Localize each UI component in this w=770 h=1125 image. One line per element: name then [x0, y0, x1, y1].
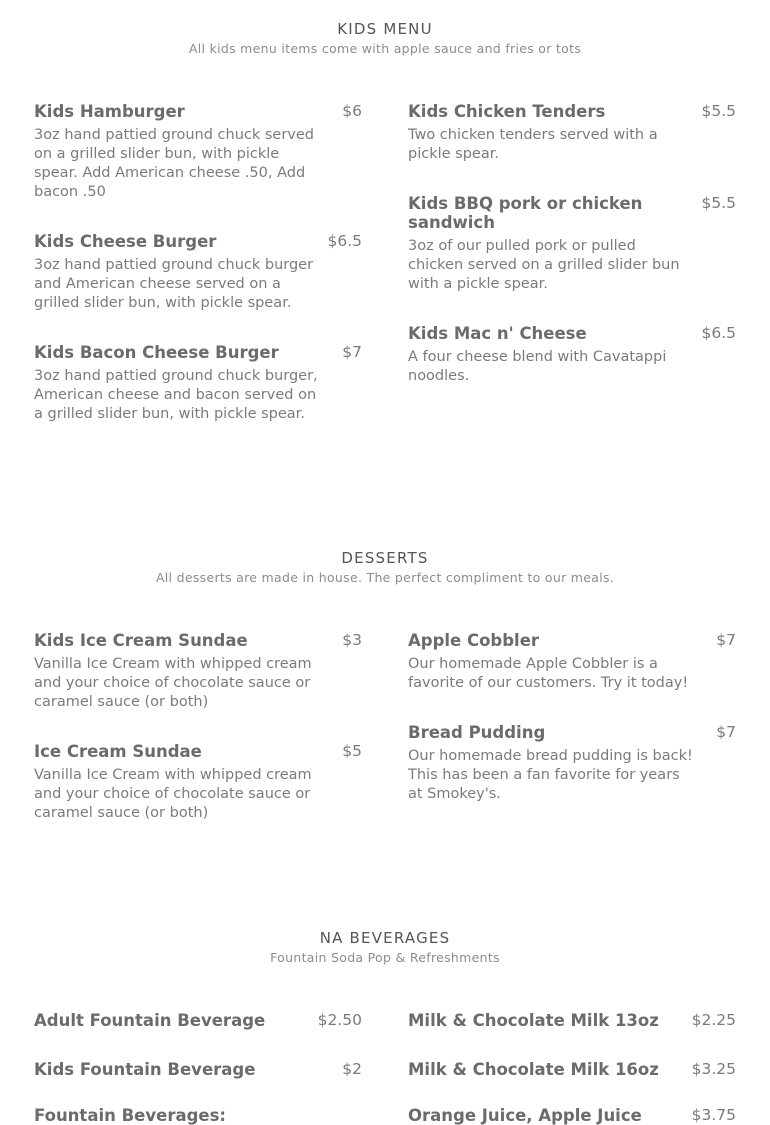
item-name: Milk & Chocolate Milk 13oz: [408, 1011, 659, 1030]
item-price: $2: [342, 1060, 362, 1078]
desserts-title: DESSERTS: [341, 549, 429, 567]
item-price: $6: [342, 102, 362, 120]
beverages-title: NA BEVERAGES: [319, 929, 451, 947]
kids-menu-subtitle: All kids menu items come with apple sauce and fries or tots: [188, 41, 582, 56]
item-price: $2.50: [317, 1011, 362, 1029]
item-description: 3oz hand pattied ground chuck burger, American cheese and bacon served on a grilled slider bun, with pickle spear.: [34, 368, 318, 422]
item-price: $6.5: [327, 232, 362, 250]
item-name: Fountain Beverages:: [34, 1106, 227, 1125]
item-price: $7: [716, 723, 736, 741]
item-name: Adult Fountain Beverage: [34, 1011, 266, 1030]
item-name: Kids Ice Cream Sundae: [34, 631, 248, 650]
item-price: $6.5: [701, 324, 736, 342]
item-price: $2.25: [691, 1011, 736, 1029]
item-name: Kids Chicken Tenders: [408, 102, 606, 121]
item-description: 3oz hand pattied ground chuck served on a grilled slider bun, with pickle spear. Add American cheese .50, Add bacon .50: [34, 127, 315, 200]
item-description: Our homemade bread pudding is back! This has been a fan favorite for years at Smokey's.: [408, 748, 693, 802]
desserts-subtitle: All desserts are made in house. The perfect compliment to our meals.: [155, 570, 615, 585]
item-name: Kids Bacon Cheese Burger: [34, 343, 279, 362]
item-description: Our homemade Apple Cobbler is a favorite of our customers. Try it today!: [408, 656, 689, 691]
item-name: Bread Pudding: [408, 723, 546, 742]
item-description: 3oz of our pulled pork or pulled chicken served on a grilled slider bun with a pickle spear.: [408, 238, 680, 292]
item-price: $7: [716, 631, 736, 649]
item-price: $3.75: [691, 1106, 736, 1124]
item-name: Kids Cheese Burger: [34, 232, 217, 251]
beverages-subtitle: Fountain Soda Pop & Refreshments: [270, 950, 500, 965]
item-price: $3: [342, 631, 362, 649]
item-name: Ice Cream Sundae: [34, 742, 202, 761]
kids-menu-title: KIDS MENU: [337, 20, 433, 38]
item-price: $5: [342, 742, 362, 760]
item-description: Vanilla Ice Cream with whipped cream and your choice of chocolate sauce or caramel sauce (or both): [34, 656, 312, 710]
item-price: $7: [342, 343, 362, 361]
item-name: Kids Fountain Beverage: [34, 1060, 256, 1079]
item-name: Apple Cobbler: [408, 631, 540, 650]
item-description: 3oz hand pattied ground chuck burger and American cheese served on a grilled slider bun, with pickle spear.: [34, 257, 314, 311]
item-name: Milk & Chocolate Milk 16oz: [408, 1060, 659, 1079]
item-name: Kids Mac n' Cheese: [408, 324, 587, 343]
item-name: Kids Hamburger: [34, 102, 185, 121]
item-description: Two chicken tenders served with a pickle spear.: [408, 127, 658, 162]
item-name: Kids BBQ pork or chicken sandwich: [408, 194, 643, 232]
item-price: $5.5: [701, 102, 736, 120]
item-description: Vanilla Ice Cream with whipped cream and your choice of chocolate sauce or caramel sauce (or both): [34, 767, 312, 821]
item-price: $5.5: [701, 194, 736, 212]
item-price: $3.25: [691, 1060, 736, 1078]
item-description: A four cheese blend with Cavatappi noodles.: [408, 349, 667, 384]
item-name: Orange Juice, Apple Juice: [408, 1106, 642, 1125]
